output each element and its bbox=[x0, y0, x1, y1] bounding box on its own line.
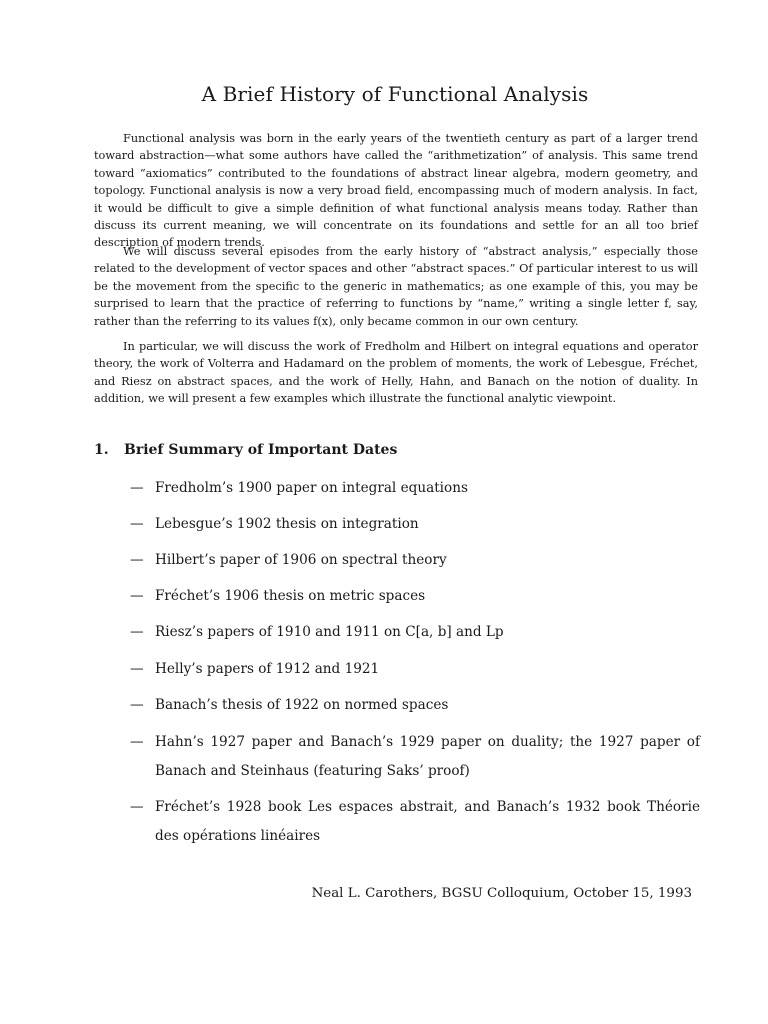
list-dash: — bbox=[130, 480, 144, 496]
list-dash: — bbox=[130, 734, 144, 750]
episodes-paragraph: We will discuss several episodes from the early history of “abstract analysis,” especially those related to the development of vector spaces and other “abstract spaces.” Of particular interest to us will be the movement from the specific to the generic in mathematics; as one example of this, you may be surprised to learn that the practice of referring to functions by “name,” writing a single letter f, say, rather than the referring to its values f(x), only became common in our own century. bbox=[94, 245, 698, 328]
list-item bbox=[130, 546, 700, 575]
list-item-text: Fréchet’s 1906 thesis on metric spaces bbox=[155, 588, 426, 604]
list-item-text: Banach’s thesis of 1922 on normed spaces bbox=[155, 697, 449, 713]
list-item bbox=[130, 691, 700, 720]
topics-paragraph: In particular, we will discuss the work of Fredholm and Hilbert on integral equations and operator theory, the work of Volterra and Hadamard on the problem of moments, the work of Lebesgue, Fréchet, and Riesz on abstract spaces, and the work of Helly, Hahn, and Banach on the notion of duality. In addition, we will present a few examples which illustrate the functional analytic viewpoint. bbox=[94, 340, 698, 406]
list-item bbox=[130, 582, 700, 611]
list-item bbox=[130, 618, 700, 647]
list-dash: — bbox=[130, 799, 144, 815]
author-signature: Neal L. Carothers, BGSU Colloquium, October 15, 1993 bbox=[311, 886, 692, 901]
list-dash: — bbox=[130, 516, 144, 532]
list-item-text: Hahn’s 1927 paper and Banach’s 1929 paper on duality; the 1927 paper of Banach and Steinhaus (featuring Saks’ proof) bbox=[155, 734, 700, 779]
list-dash: — bbox=[130, 624, 144, 640]
list-item-text: Hilbert’s paper of 1906 on spectral theory bbox=[155, 552, 447, 568]
list-item-text: Riesz’s papers of 1910 and 1911 on C[a, b] and Lp bbox=[155, 624, 504, 640]
intro-paragraph: Functional analysis was born in the early years of the twentieth century as part of a larger trend toward abstraction—what some authors have called the “arithmetization” of analysis. This same trend toward “axiomatics” contributed to the foundations of abstract linear algebra, modern geometry, and topology. Functional analysis is now a very broad field, encompassing much of modern analysis. In fact, it would be difficult to give a simple definition of what functional analysis means today. Rather than discuss its current meaning, we will concentrate on its foundations and settle for an all too brief description of modern trends. bbox=[94, 132, 698, 250]
list-dash: — bbox=[130, 697, 144, 713]
section-title: Brief Summary of Important Dates bbox=[124, 442, 398, 458]
list-dash: — bbox=[130, 661, 144, 677]
section-number: 1. bbox=[94, 442, 109, 458]
list-item-text: Fréchet’s 1928 book Les espaces abstrait, and Banach’s 1932 book Théorie des opérations linéaires bbox=[155, 799, 700, 844]
list-item bbox=[130, 510, 700, 539]
section-heading bbox=[94, 442, 397, 458]
list-item-text: Helly’s papers of 1912 and 1921 bbox=[155, 661, 380, 677]
list-dash: — bbox=[130, 552, 144, 568]
list-item bbox=[130, 728, 700, 786]
document-title: A Brief History of Functional Analysis bbox=[201, 82, 589, 106]
list-item-text: Lebesgue’s 1902 thesis on integration bbox=[155, 516, 419, 532]
list-item bbox=[130, 655, 700, 684]
list-dash: — bbox=[130, 588, 144, 604]
list-item bbox=[130, 793, 700, 851]
list-item-text: Fredholm’s 1900 paper on integral equations bbox=[155, 480, 468, 496]
list-item bbox=[130, 474, 700, 503]
